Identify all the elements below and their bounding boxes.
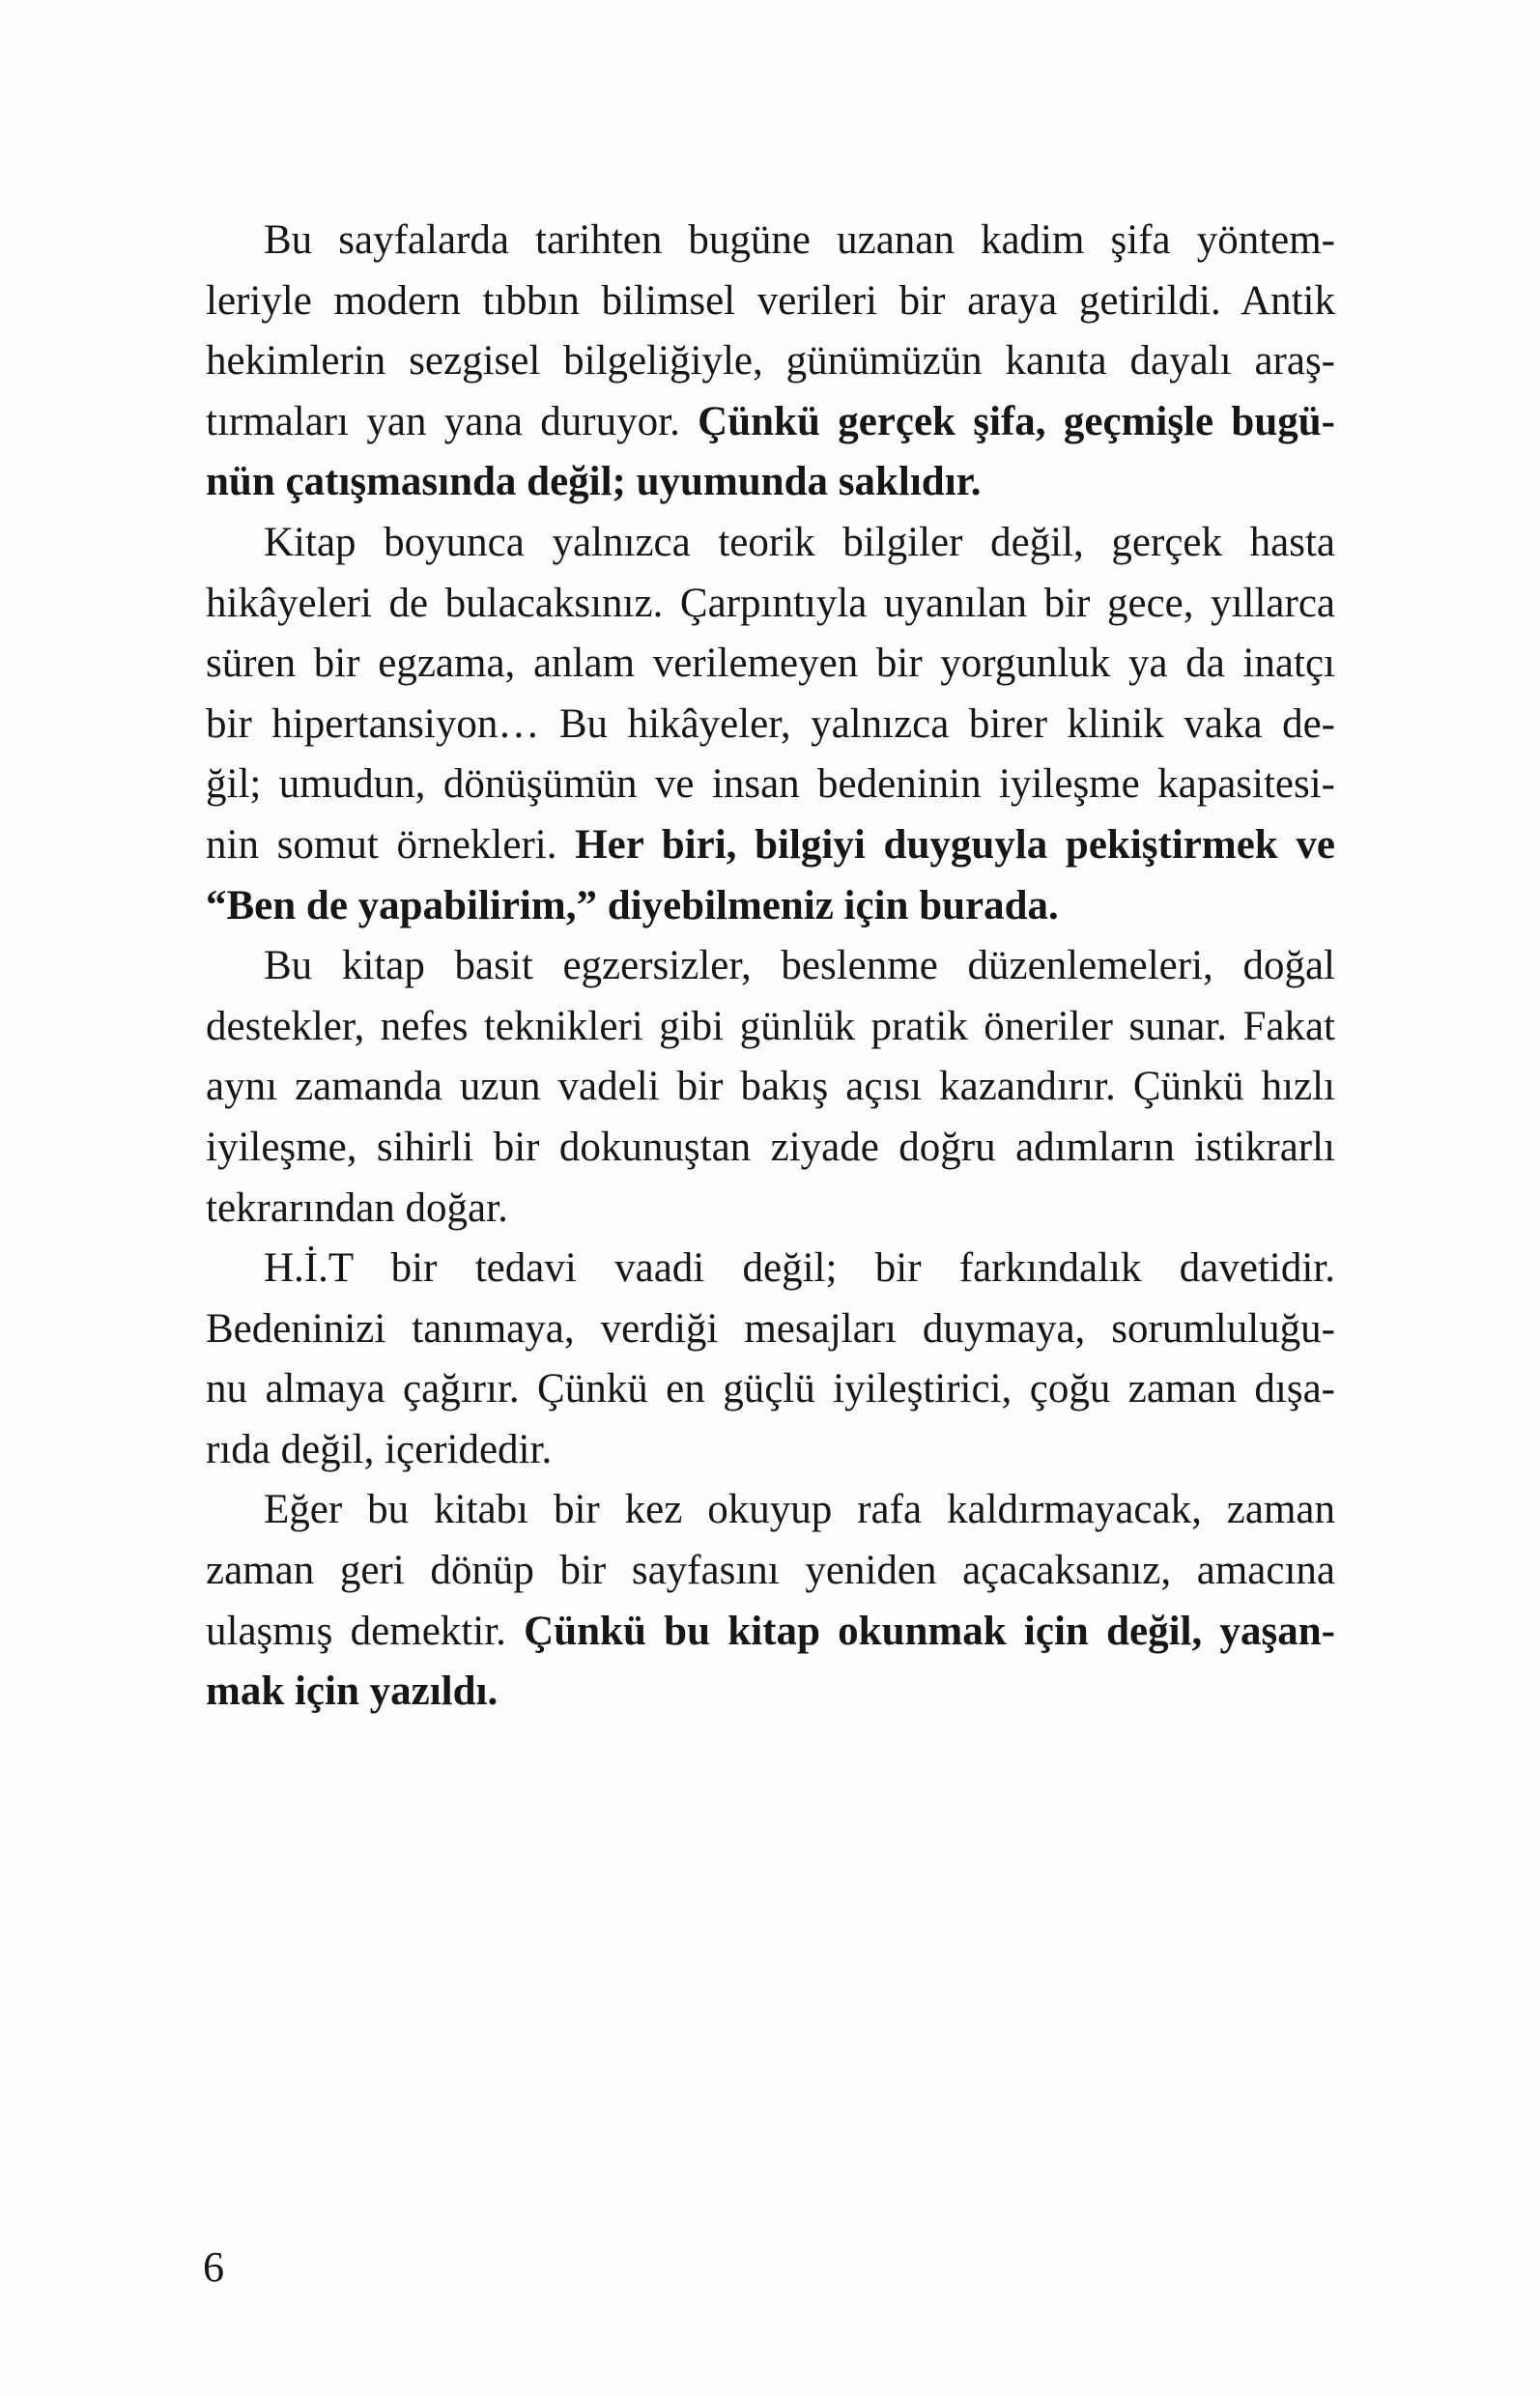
text-segment: Her biri, bilgiyi duyguyla pekiştirmek ve — [575, 821, 1335, 868]
text-segment: destekler, nefes teknikleri gibi günlük pratik öneriler sunar. Fakat — [206, 1003, 1335, 1049]
text-line — [206, 1662, 1335, 1723]
text-line — [206, 634, 1335, 695]
text-line — [206, 513, 1335, 574]
text-segment: tırmaları yan yana duruyor. — [206, 398, 699, 444]
text-segment: Kitap boyunca yalnızca teorik bilgiler değil, gerçek hasta — [264, 519, 1335, 565]
text-block — [206, 211, 1335, 1723]
text-line — [206, 755, 1335, 815]
text-segment: rıda değil, içeridedir. — [206, 1426, 553, 1472]
paragraph — [206, 211, 1335, 513]
text-segment: nin somut örnekleri. — [206, 821, 576, 868]
paragraph — [206, 1239, 1335, 1480]
text-segment: Çünkü gerçek şifa, geçmişle bugü- — [698, 398, 1335, 444]
text-segment: bir hipertansiyon… Bu hikâyeler, yalnızca birer klinik vaka de- — [206, 700, 1335, 747]
text-line — [206, 1359, 1335, 1420]
paragraph — [206, 513, 1335, 936]
text-segment: zaman geri dönüp bir sayfasını yeniden açacaksanız, amacına — [206, 1548, 1335, 1594]
text-line — [206, 452, 1335, 513]
text-segment: Eğer bu kitabı bir kez okuyup rafa kaldırmayacak, zaman — [264, 1487, 1335, 1533]
text-segment: süren bir egzama, anlam verilemeyen bir yorgunluk ya da inatçı — [206, 641, 1335, 687]
text-line — [206, 997, 1335, 1058]
text-line — [206, 876, 1335, 937]
text-line — [206, 1480, 1335, 1541]
text-segment: ulaşmış demektir. — [206, 1608, 525, 1654]
text-segment: Bedeninizi tanımaya, verdiği mesajları duymaya, sorumluluğu- — [206, 1305, 1335, 1352]
text-segment: hekimlerin sezgisel bilgeliğiyle, günümüzün kanıta dayalı araş- — [206, 338, 1335, 385]
text-segment: tekrarından doğar. — [206, 1184, 508, 1231]
text-line — [206, 574, 1335, 635]
text-line — [206, 1602, 1335, 1663]
text-segment: Bu sayfalarda tarihten bugüne uzanan kadim şifa yöntem- — [264, 217, 1335, 263]
text-segment: ğil; umudun, dönüşümün ve insan bedeninin iyileşme kapasitesi- — [206, 761, 1335, 808]
text-line — [206, 695, 1335, 756]
text-line — [206, 936, 1335, 997]
text-line — [206, 1057, 1335, 1118]
text-line — [206, 1179, 1335, 1240]
text-line — [206, 815, 1335, 876]
paragraph — [206, 936, 1335, 1239]
text-segment: hikâyeleri de bulacaksınız. Çarpıntıyla uyanılan bir gece, yıllarca — [206, 580, 1335, 626]
page-number: 6 — [203, 2243, 224, 2291]
text-segment: nu almaya çağırır. Çünkü en güçlü iyileştirici, çoğu zaman dışa- — [206, 1366, 1335, 1412]
text-segment: aynı zamanda uzun vadeli bir bakış açısı kazandırır. Çünkü hızlı — [206, 1064, 1335, 1110]
text-line — [206, 1299, 1335, 1360]
text-line — [206, 1118, 1335, 1179]
text-segment: nün çatışmasında değil; uyumunda saklıdır. — [206, 459, 982, 505]
text-segment: mak için yazıldı. — [206, 1669, 499, 1715]
text-segment: “Ben de yapabilirim,” diyebilmeniz için burada. — [206, 882, 1059, 928]
text-line — [206, 392, 1335, 453]
paragraph — [206, 1480, 1335, 1722]
text-segment: H.İ.T bir tedavi vaadi değil; bir farkındalık davetidir. — [264, 1245, 1335, 1292]
text-line — [206, 1239, 1335, 1299]
text-segment: leriyle modern tıbbın bilimsel verileri bir araya getirildi. Antik — [206, 277, 1335, 324]
text-line — [206, 271, 1335, 332]
text-line — [206, 211, 1335, 271]
text-line — [206, 331, 1335, 392]
text-segment: iyileşme, sihirli bir dokunuştan ziyade doğru adımların istikrarlı — [206, 1124, 1335, 1170]
text-segment: Çünkü bu kitap okunmak için değil, yaşan- — [524, 1608, 1335, 1654]
text-line — [206, 1541, 1335, 1602]
text-segment: Bu kitap basit egzersizler, beslenme düzenlemeleri, doğal — [264, 943, 1335, 989]
text-line — [206, 1420, 1335, 1481]
